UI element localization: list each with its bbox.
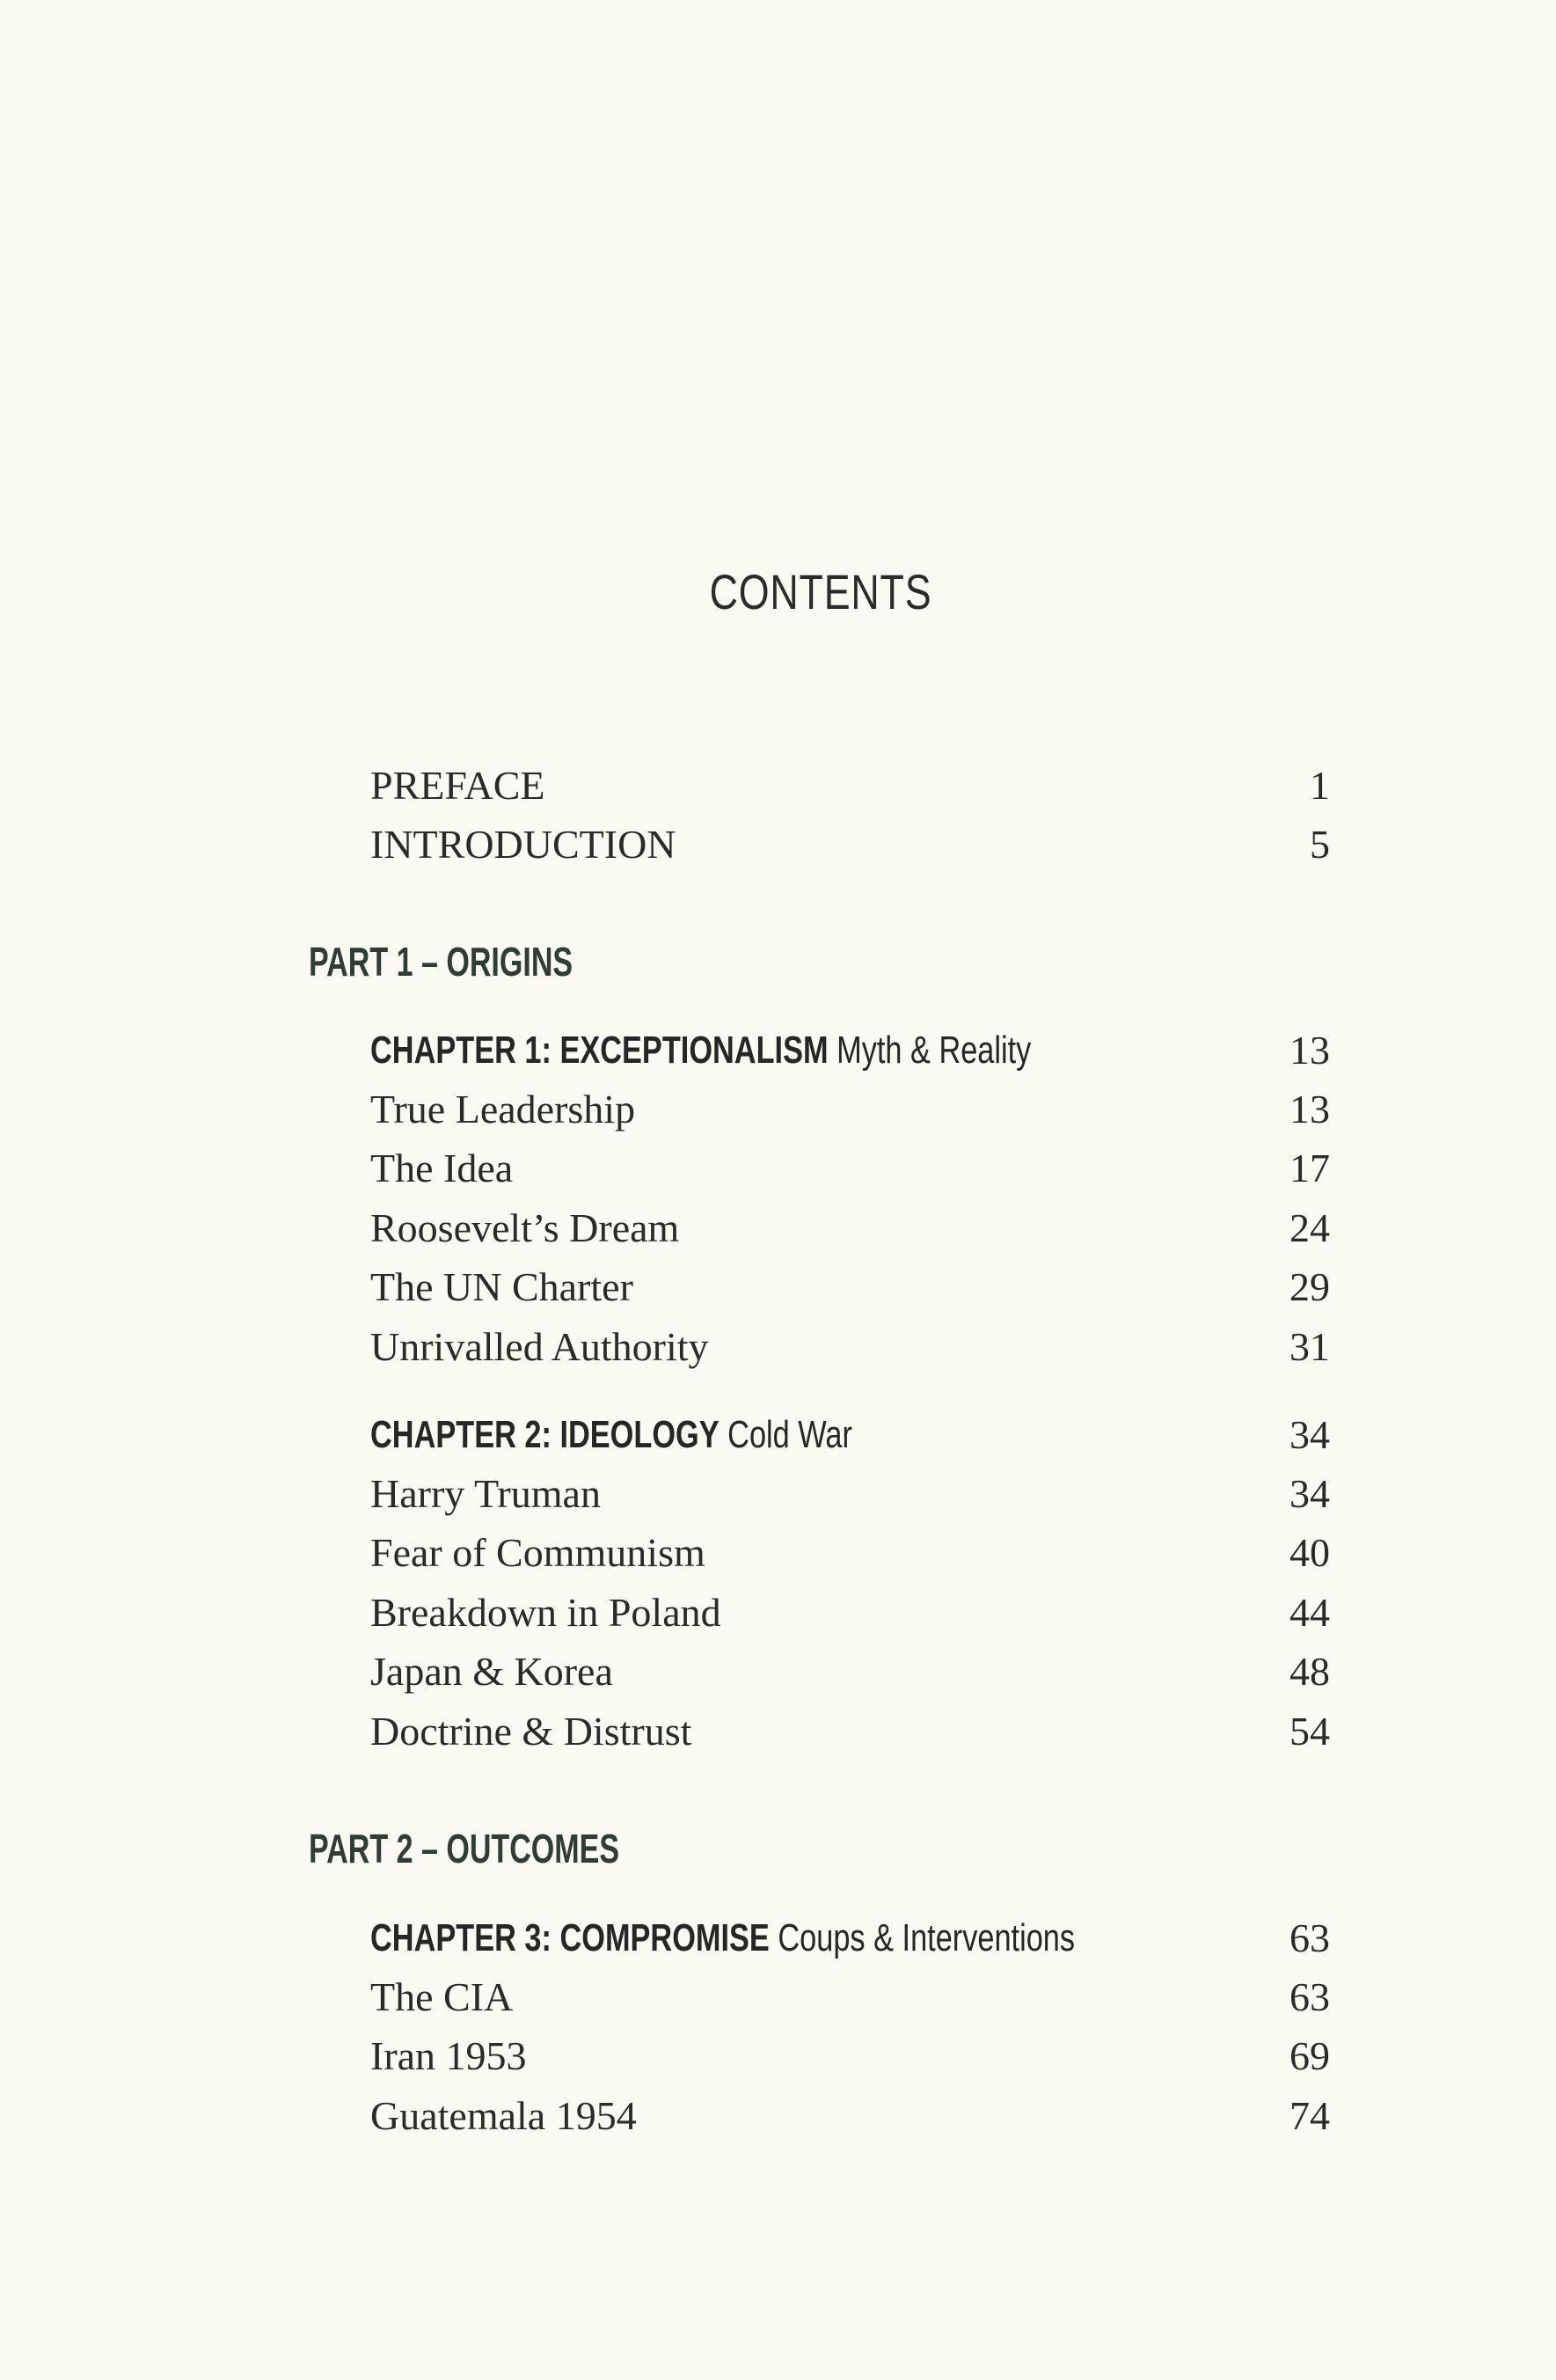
entry-label: Guatemala 1954 <box>370 2093 637 2138</box>
chapter-subtitle: Cold War <box>727 1413 852 1456</box>
entry-page: 54 <box>1289 1709 1330 1754</box>
entry-page: 48 <box>1289 1649 1330 1694</box>
entry-page: 40 <box>1289 1530 1330 1575</box>
entry-label: The UN Charter <box>370 1264 633 1309</box>
toc-chapter-2[interactable] <box>370 1409 1330 1461</box>
entry-page: 1 <box>1310 763 1330 808</box>
toc-chapter-3[interactable] <box>370 1912 1330 1965</box>
entry-page: 74 <box>1289 2093 1330 2138</box>
entry-label: Japan & Korea <box>370 1649 613 1694</box>
chapter-subtitle: Myth & Reality <box>836 1029 1032 1072</box>
entry-page: 34 <box>1289 1471 1330 1516</box>
toc-entry[interactable] <box>370 1202 1330 1255</box>
entry-label: INTRODUCTION <box>370 822 676 867</box>
entry-label: Iran 1953 <box>370 2033 527 2078</box>
toc-entry[interactable] <box>370 2030 1330 2083</box>
entry-page: 29 <box>1289 1264 1330 1309</box>
chapter-label: CHAPTER 3: COMPROMISE <box>370 1916 770 1959</box>
part-heading: PART 2 – OUTCOMES <box>309 1826 620 1871</box>
page-title: CONTENTS <box>709 564 932 619</box>
entry-page: 63 <box>1289 1974 1330 2019</box>
toc-chapter-1[interactable] <box>370 1024 1330 1077</box>
chapter-label: CHAPTER 1: EXCEPTIONALISM <box>370 1029 829 1072</box>
entry-page: 13 <box>1289 1028 1330 1073</box>
part-heading: PART 1 – ORIGINS <box>309 939 573 985</box>
chapter-subtitle: Coups & Interventions <box>778 1916 1076 1959</box>
toc-entry[interactable] <box>370 1527 1330 1579</box>
entry-label: The Idea <box>370 1146 514 1190</box>
entry-page: 31 <box>1289 1324 1330 1369</box>
toc-entry-preface[interactable] <box>370 759 1330 812</box>
toc-entry[interactable] <box>370 1971 1330 2024</box>
entry-label: Doctrine & Distrust <box>370 1709 692 1754</box>
entry-label: Fear of Communism <box>370 1530 705 1575</box>
entry-page: 13 <box>1289 1087 1330 1131</box>
entry-label: Unrivalled Authority <box>370 1324 709 1369</box>
entry-page: 63 <box>1289 1915 1330 1960</box>
entry-page: 24 <box>1289 1205 1330 1250</box>
toc-entry[interactable] <box>370 1468 1330 1520</box>
entry-label: PREFACE <box>370 763 545 808</box>
toc-entry[interactable] <box>370 1321 1330 1373</box>
entry-label: True Leadership <box>370 1087 636 1131</box>
chapter-label: CHAPTER 2: IDEOLOGY <box>370 1413 720 1456</box>
toc-entry-introduction[interactable] <box>370 818 1330 871</box>
entry-page: 34 <box>1289 1412 1330 1457</box>
entry-label: Roosevelt’s Dream <box>370 1205 680 1250</box>
entry-page: 17 <box>1289 1146 1330 1190</box>
entry-page: 44 <box>1289 1590 1330 1635</box>
toc-entry[interactable] <box>370 1586 1330 1639</box>
entry-page: 69 <box>1289 2033 1330 2078</box>
entry-label: The CIA <box>370 1974 514 2019</box>
toc-entry[interactable] <box>370 1142 1330 1195</box>
toc-entry[interactable] <box>370 1645 1330 1698</box>
toc-entry[interactable] <box>370 1083 1330 1136</box>
toc-entry[interactable] <box>370 2090 1330 2142</box>
entry-page: 5 <box>1310 822 1330 867</box>
toc-entry[interactable] <box>370 1705 1330 1758</box>
toc-entry[interactable] <box>370 1261 1330 1314</box>
entry-label: Breakdown in Poland <box>370 1590 721 1635</box>
entry-label: Harry Truman <box>370 1471 601 1516</box>
